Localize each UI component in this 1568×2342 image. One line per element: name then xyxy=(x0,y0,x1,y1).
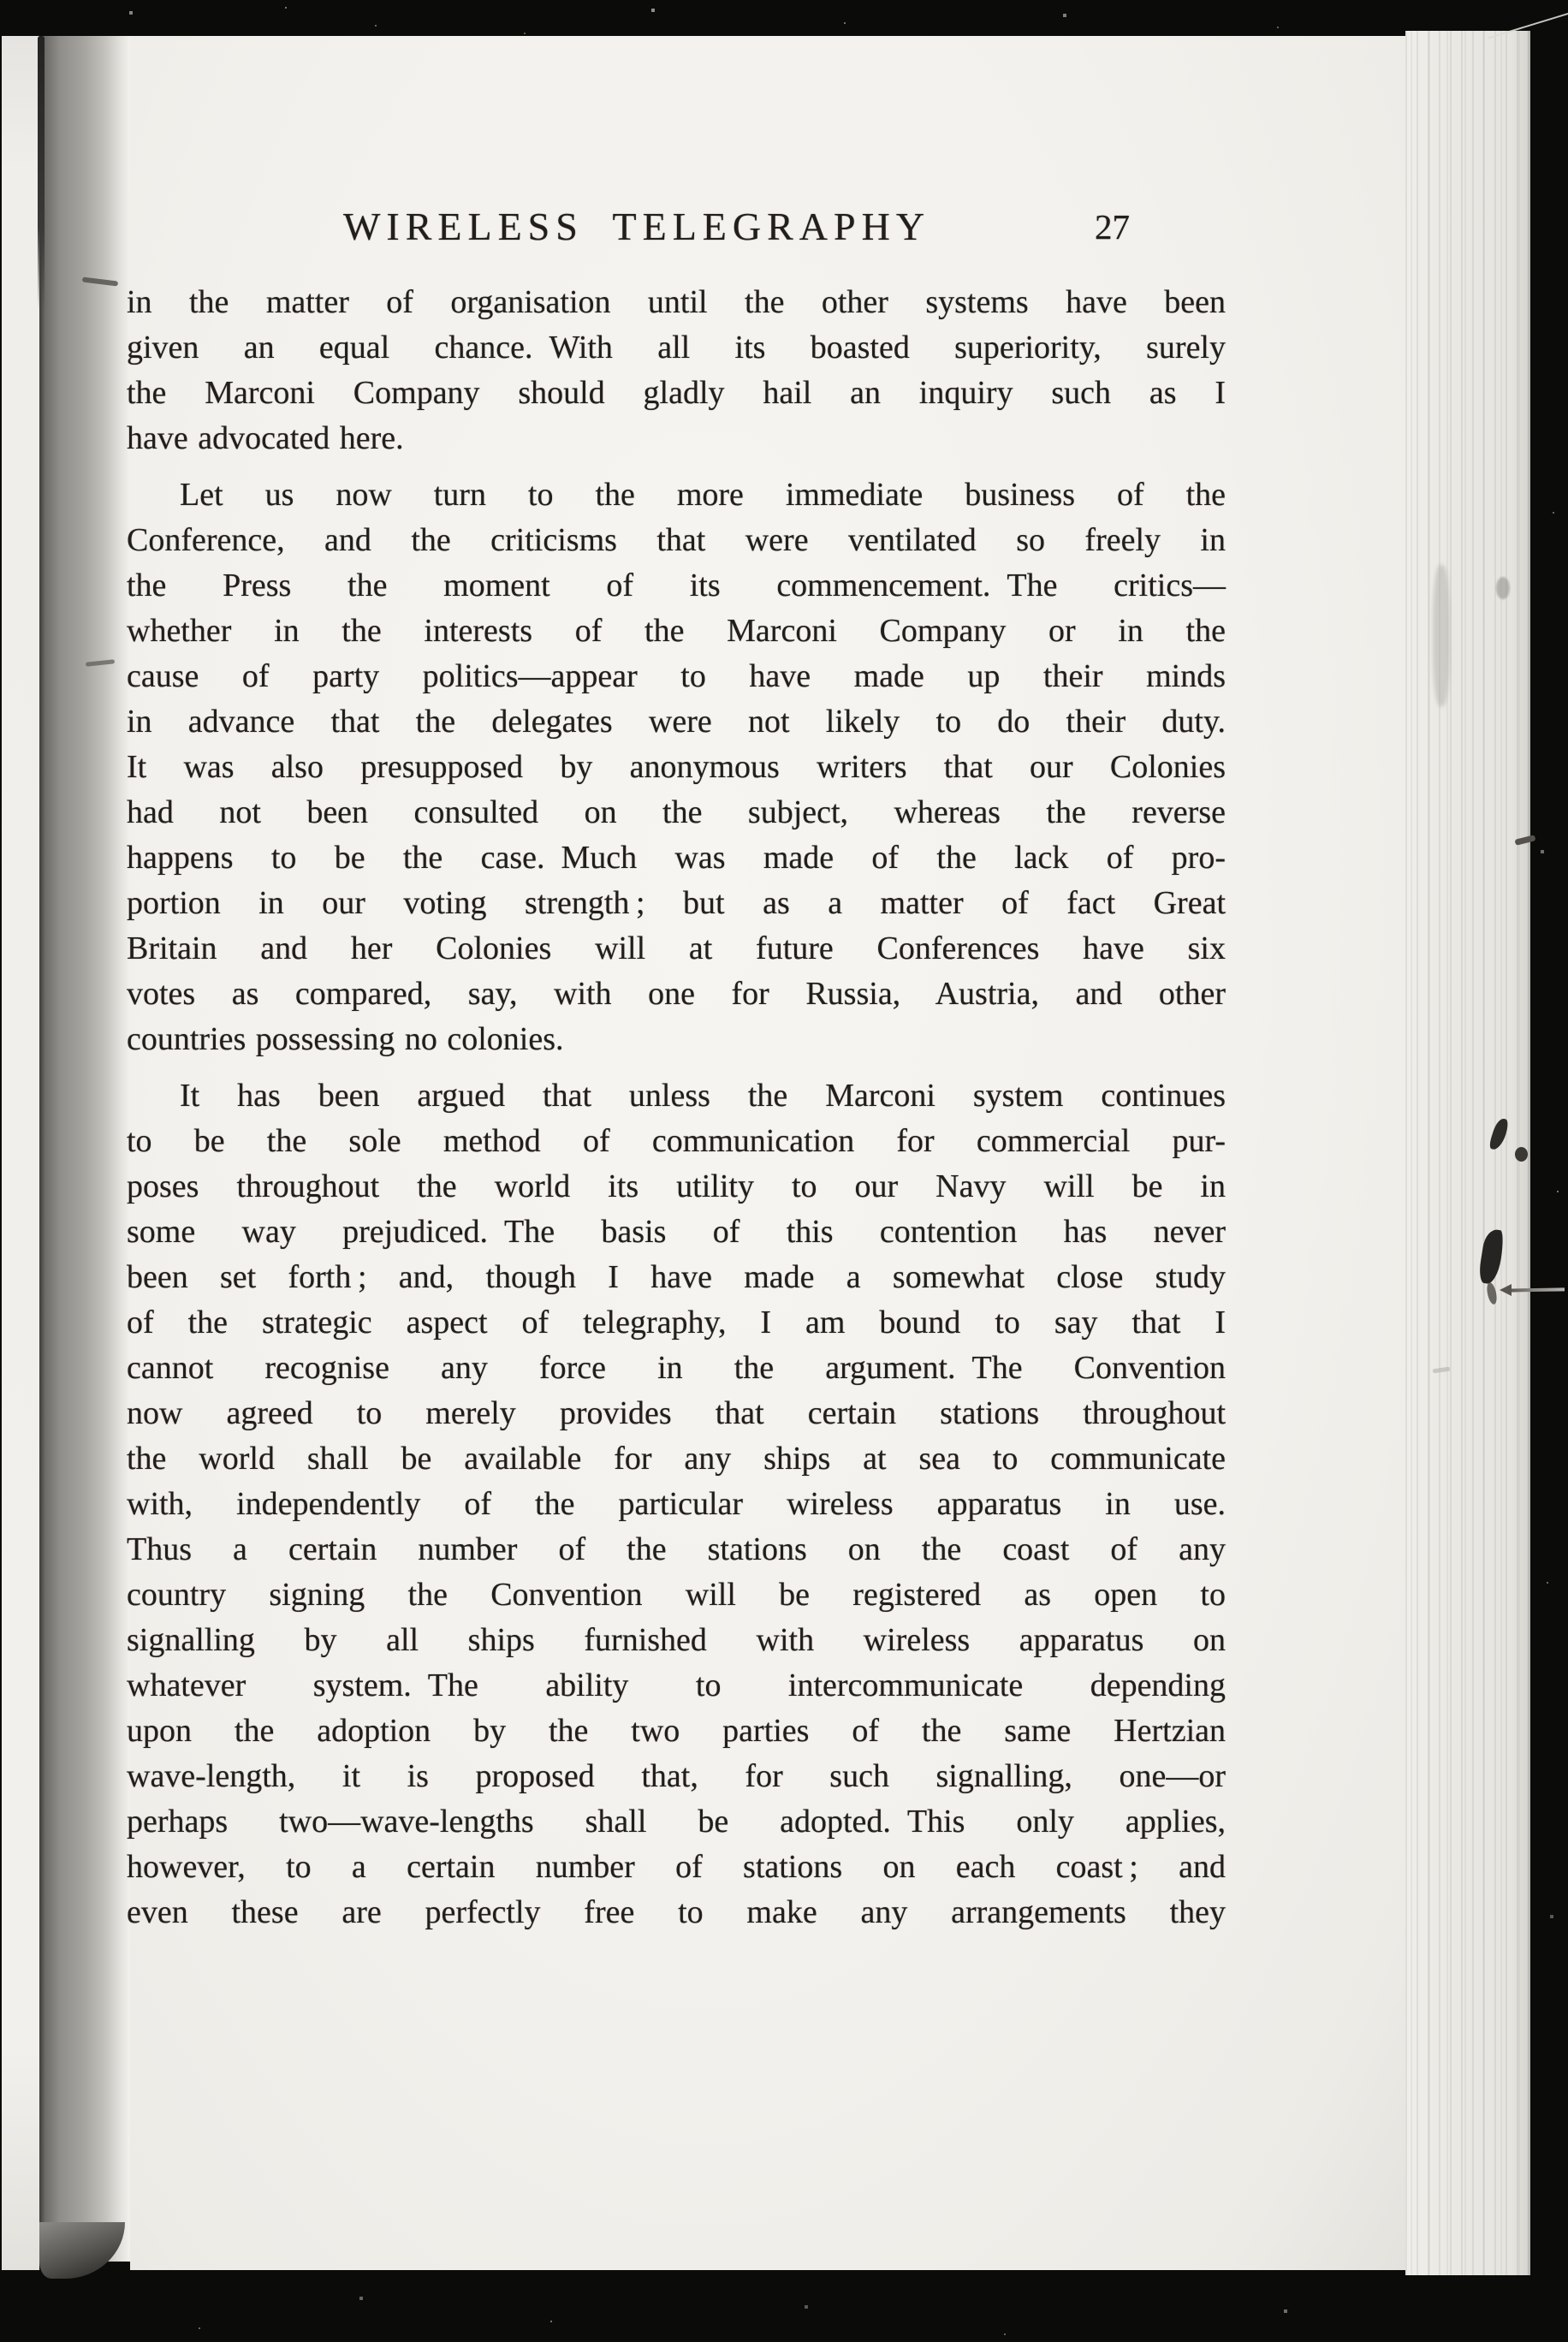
text-line: portion in our voting strength ; but as a matter of fact Great xyxy=(127,885,1226,921)
paragraph xyxy=(127,280,1226,461)
text-line: have advocated here. xyxy=(127,420,404,456)
text-line: the Press the moment of its commencement. The critics— xyxy=(127,568,1226,603)
spine-gutter-shadow xyxy=(39,36,130,2262)
text-line: the Marconi Company should gladly hail an inquiry such as I xyxy=(127,375,1226,411)
smudge-mark xyxy=(1433,565,1450,706)
text-line: been set forth ; and, though I have made a somewhat close study xyxy=(127,1259,1226,1295)
page-number: 27 xyxy=(1095,207,1130,247)
text-line: votes as compared, say, with one for Russia, Austria, and other xyxy=(127,976,1226,1012)
text-line: had not been consulted on the subject, whereas the reverse xyxy=(127,794,1226,830)
scratch-arrow-mark xyxy=(1508,1287,1565,1292)
paragraph xyxy=(127,473,1226,1062)
text-line: It has been argued that unless the Marconi system continues xyxy=(180,1078,1226,1114)
text-line: of the strategic aspect of telegraphy, I am bound to say that I xyxy=(127,1305,1226,1340)
page-fore-edge-left xyxy=(2,36,39,2270)
text-line: Conference, and the criticisms that were ventilated so freely in xyxy=(127,522,1226,558)
text-line: with, independently of the particular wireless apparatus in use. xyxy=(127,1486,1226,1522)
text-line: It was also presupposed by anonymous writers that our Colonies xyxy=(127,749,1226,785)
dust-speckles xyxy=(0,0,2,2)
text-line: Let us now turn to the more immediate business of the xyxy=(180,477,1226,513)
text-line: happens to be the case. Much was made of the lack of pro- xyxy=(127,840,1226,876)
text-line: whether in the interests of the Marconi Company or in the xyxy=(127,613,1226,649)
text-line: upon the adoption by the two parties of the same Hertzian xyxy=(127,1713,1226,1749)
text-line: poses throughout the world its utility to our Navy will be in xyxy=(127,1168,1226,1204)
text-line: cause of party politics—appear to have made up their minds xyxy=(127,658,1226,694)
text-line: country signing the Convention will be registered as open to xyxy=(127,1577,1226,1613)
running-head xyxy=(127,204,1226,264)
ink-mark xyxy=(1515,1147,1528,1162)
spine-bottom-curl xyxy=(39,2222,125,2279)
text-line: whatever system. The ability to intercommunicate depending xyxy=(127,1667,1226,1703)
scratch-arrow-mark xyxy=(1500,1284,1512,1296)
page-stack-edge xyxy=(1405,31,1530,2275)
text-line: signalling by all ships furnished with wireless apparatus on xyxy=(127,1622,1226,1658)
text-line: wave-length, it is proposed that, for such signalling, one—or xyxy=(127,1758,1226,1794)
text-line: countries possessing no colonies. xyxy=(127,1021,564,1057)
text-line: the world shall be available for any ships at sea to communicate xyxy=(127,1441,1226,1477)
text-line: in the matter of organisation until the other systems have been xyxy=(127,284,1226,320)
text-line: Britain and her Colonies will at future Conferences have six xyxy=(127,930,1226,966)
text-block xyxy=(127,280,1226,1935)
text-line: perhaps two—wave-lengths shall be adopted. This only applies, xyxy=(127,1804,1226,1840)
spine-crease-line xyxy=(38,36,45,310)
text-line: some way prejudiced. The basis of this contention has never xyxy=(127,1214,1226,1250)
text-line: now agreed to merely provides that certain stations throughout xyxy=(127,1395,1226,1431)
text-line: however, to a certain number of stations on each coast ; and xyxy=(127,1849,1226,1885)
paragraph xyxy=(127,1073,1226,1935)
text-line: given an equal chance. With all its boasted superiority, surely xyxy=(127,330,1226,366)
page-title: WIRELESS TELEGRAPHY xyxy=(342,205,931,248)
text-line: cannot recognise any force in the argument. The Convention xyxy=(127,1350,1226,1386)
smudge-mark xyxy=(1496,577,1510,599)
text-line: Thus a certain number of the stations on the coast of any xyxy=(127,1531,1226,1567)
text-line: even these are perfectly free to make any arrangements they xyxy=(127,1894,1226,1930)
text-line: to be the sole method of communication for commercial pur- xyxy=(127,1123,1226,1159)
text-line: in advance that the delegates were not likely to do their duty. xyxy=(127,704,1226,740)
